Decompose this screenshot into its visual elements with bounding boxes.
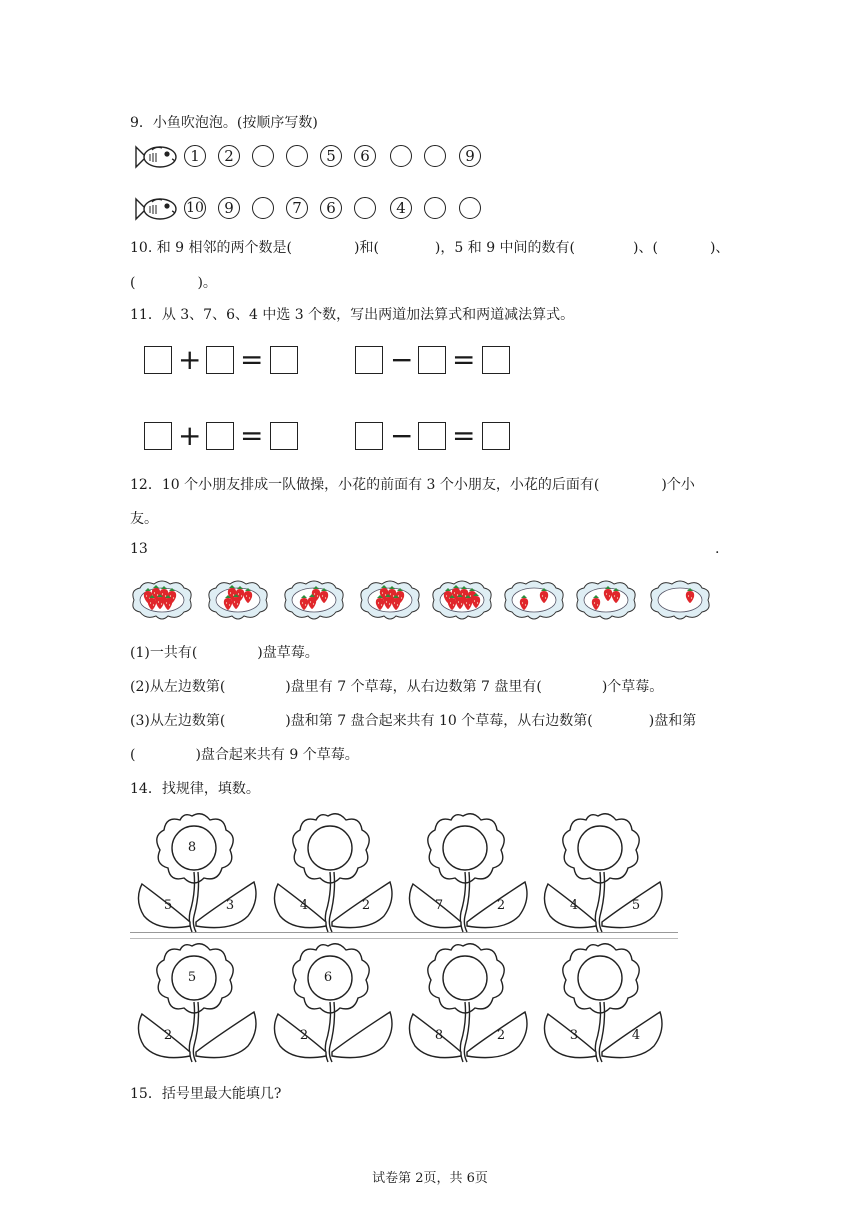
equals-sign: = [240, 343, 264, 376]
strawberry-plate [433, 581, 491, 619]
answer-box[interactable] [418, 346, 446, 374]
leaf-left-number: 4 [569, 898, 579, 913]
q10-text: )。 [197, 275, 217, 291]
flower-center-number: 5 [187, 970, 197, 985]
answer-box[interactable] [270, 422, 298, 450]
plus-sign: + [178, 343, 202, 376]
flower [268, 942, 398, 1066]
equals-sign: = [452, 419, 476, 452]
bubble[interactable]: 6 [320, 197, 342, 219]
strawberry-plate [361, 581, 419, 619]
q13-text: ( [130, 747, 136, 763]
q13-text: )个草莓。 [601, 679, 664, 695]
q10-text: )、( [633, 240, 658, 256]
answer-box[interactable] [482, 346, 510, 374]
answer-box[interactable] [270, 346, 298, 374]
q10-text: )、 [709, 240, 730, 256]
equals-sign: = [240, 419, 264, 452]
plates-row [128, 576, 722, 622]
q10-text: )和( [353, 240, 379, 256]
flower [403, 812, 533, 936]
q12-text: )个小 [661, 477, 695, 493]
q9-title: 9．小鱼吹泡泡。(按顺序写数) [130, 115, 318, 131]
answer-box[interactable] [418, 422, 446, 450]
bubble[interactable] [252, 197, 274, 219]
plus-sign: + [178, 419, 202, 452]
q14-title: 14．找规律，填数。 [130, 781, 260, 797]
q10-text: ( [130, 275, 136, 291]
flower-center-number: 8 [187, 840, 197, 855]
flower [403, 942, 533, 1066]
q13-p3-cont [130, 744, 359, 764]
flower [538, 942, 668, 1066]
bubble[interactable] [424, 197, 446, 219]
flower [132, 942, 262, 1066]
q13-text: )盘合起来共有 9 个草莓。 [195, 747, 359, 763]
leaf-right-number: 2 [496, 898, 506, 913]
answer-box[interactable] [355, 422, 383, 450]
q13-p3 [130, 710, 696, 730]
q13-p1 [130, 642, 319, 662]
q13-text: )盘和第 [648, 713, 697, 729]
q13-dot: . [715, 541, 720, 557]
bubble[interactable] [286, 145, 308, 167]
q10-line2 [130, 272, 217, 292]
minus-sign: − [390, 419, 414, 452]
q13-text: )盘和第 7 盘合起来共有 10 个草莓，从右边数第( [285, 713, 593, 729]
bubble[interactable] [424, 145, 446, 167]
leaf-left-number: 2 [163, 1028, 173, 1043]
q13-text: )盘草莓。 [257, 645, 319, 661]
q12-text: 12．10 个小朋友排成一队做操，小花的前面有 3 个小朋友，小花的后面有( [130, 477, 600, 493]
leaf-right-number: 5 [631, 898, 641, 913]
answer-box[interactable] [206, 422, 234, 450]
q13-text: (1)一共有( [130, 645, 198, 661]
bubble[interactable] [252, 145, 274, 167]
leaf-left-number: 3 [569, 1028, 579, 1043]
plates-drawing [128, 576, 722, 622]
flower-center-number: 6 [323, 970, 333, 985]
answer-box[interactable] [206, 346, 234, 374]
q13-text: )盘里有 7 个草莓，从右边数第 7 盘里有( [285, 679, 542, 695]
strawberry-plate [651, 581, 709, 619]
leaf-left-number: 7 [434, 898, 444, 913]
leaf-left-number: 8 [434, 1028, 444, 1043]
page-footer: 试卷第 2页，共 6页 [372, 1171, 488, 1186]
divider-line [130, 938, 678, 939]
q15-title: 15．括号里最大能填几? [130, 1086, 282, 1102]
bubble[interactable]: 9 [459, 145, 481, 167]
bubble[interactable]: 7 [286, 197, 308, 219]
flower [268, 812, 398, 936]
bubble[interactable] [390, 145, 412, 167]
q10-text: )，5 和 9 中间的数有( [434, 240, 576, 256]
bubble[interactable]: 2 [218, 145, 240, 167]
answer-box[interactable] [144, 422, 172, 450]
fish-icon [132, 144, 178, 170]
q12-line1 [130, 474, 695, 494]
fish-icon [132, 196, 178, 222]
minus-sign: − [390, 343, 414, 376]
q13-p2 [130, 676, 663, 696]
bubble[interactable]: 6 [354, 145, 376, 167]
equals-sign: = [452, 343, 476, 376]
leaf-left-number: 2 [299, 1028, 309, 1043]
bubble[interactable]: 4 [390, 197, 412, 219]
bubble[interactable]: 1 [184, 145, 206, 167]
strawberry-plate [577, 581, 635, 619]
bubble[interactable]: 10 [184, 197, 206, 219]
q10-text: 10. 和 9 相邻的两个数是( [130, 240, 292, 256]
flower [538, 812, 668, 936]
leaf-right-number: 2 [496, 1028, 506, 1043]
answer-box[interactable] [144, 346, 172, 374]
q13-number: 13 [130, 541, 148, 557]
q10-line1 [130, 237, 729, 257]
leaf-left-number: 5 [163, 898, 173, 913]
leaf-right-number: 4 [631, 1028, 641, 1043]
strawberry-plate [505, 581, 563, 619]
strawberry-plate [209, 581, 267, 619]
answer-box[interactable] [355, 346, 383, 374]
bubble[interactable]: 9 [218, 197, 240, 219]
leaf-left-number: 4 [299, 898, 309, 913]
q13-text: (3)从左边数第( [130, 713, 226, 729]
answer-box[interactable] [482, 422, 510, 450]
flower [132, 812, 262, 936]
q12-line2: 友。 [130, 511, 158, 527]
q11-title: 11．从 3、7、6、4 中选 3 个数，写出两道加法算式和两道减法算式。 [130, 307, 575, 323]
bubble[interactable]: 5 [320, 145, 342, 167]
leaf-right-number: 2 [361, 898, 371, 913]
strawberry-plate [285, 581, 343, 619]
leaf-right-number: 3 [225, 898, 235, 913]
bubble[interactable] [459, 197, 481, 219]
bubble[interactable] [354, 197, 376, 219]
q13-text: (2)从左边数第( [130, 679, 226, 695]
strawberry-plate [133, 581, 191, 619]
